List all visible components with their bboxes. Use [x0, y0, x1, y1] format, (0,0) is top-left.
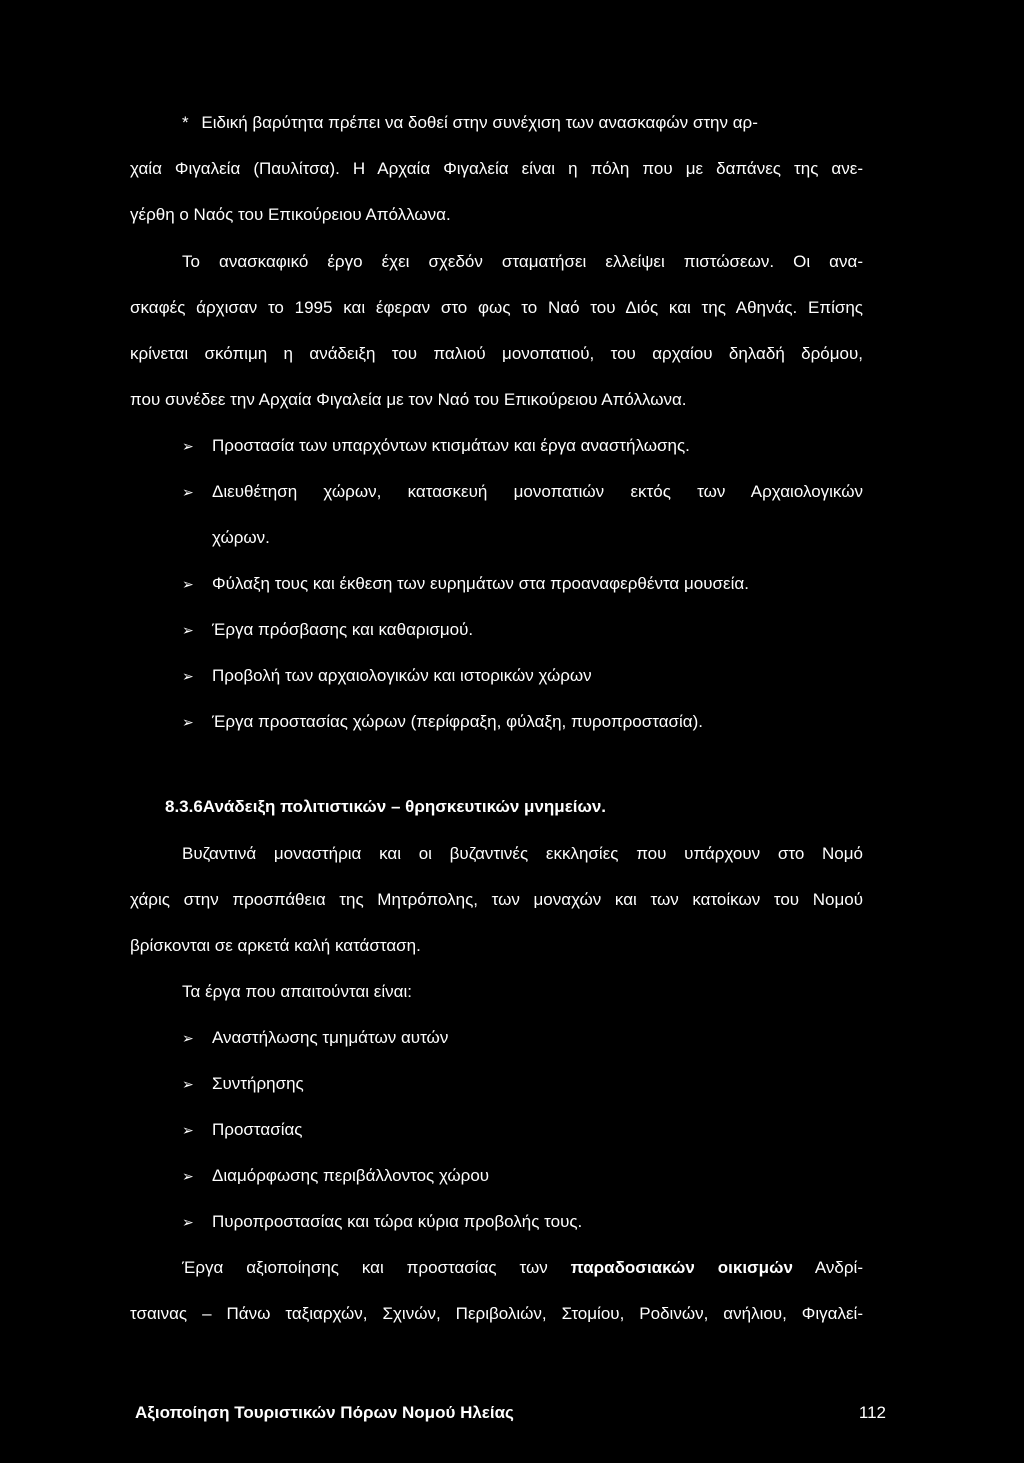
arrow-bullet-icon: ➢: [182, 1214, 194, 1230]
paragraph-line: βρίσκονται σε αρκετά καλή κατάσταση.: [130, 936, 421, 955]
page-number: 112: [858, 1403, 886, 1422]
paragraph-line: Τα έργα που απαιτούνται είναι:: [182, 982, 412, 1001]
paragraph-line: γέρθη ο Ναός του Επικούρειου Απόλλωνα.: [130, 205, 451, 224]
arrow-bullet-icon: ➢: [182, 484, 194, 500]
list-item: Προστασία των υπαρχόντων κτισμάτων και έργα αναστήλωσης.: [212, 436, 690, 455]
list-item: Αναστήλωσης τμημάτων αυτών: [212, 1028, 449, 1047]
paragraph-line: [182, 112, 862, 134]
arrow-bullet-icon: ➢: [182, 438, 194, 454]
list-item: Έργα προστασίας χώρων (περίφραξη, φύλαξη, πυροπροστασία).: [212, 712, 704, 731]
list-item: Προστασίας: [212, 1120, 303, 1139]
paragraph-line: Το ανασκαφικό έργο έχει σχεδόν σταματήσει ελλείψει πιστώσεων. Οι ανα-: [182, 252, 863, 271]
arrow-bullet-icon: ➢: [182, 622, 194, 638]
arrow-bullet-icon: ➢: [182, 1076, 194, 1092]
paragraph-text: Ανδρί-: [814, 1258, 863, 1277]
list-item: Συντήρησης: [212, 1074, 304, 1093]
asterisk-marker: *: [182, 113, 189, 132]
arrow-bullet-icon: ➢: [182, 714, 194, 730]
arrow-bullet-icon: ➢: [182, 576, 194, 592]
footer-title: Αξιοποίηση Τουριστικών Πόρων Νομού Ηλείας: [135, 1403, 514, 1422]
arrow-bullet-icon: ➢: [182, 1122, 194, 1138]
paragraph-line: κρίνεται σκόπιμη η ανάδειξη του παλιού μονοπατιού, του αρχαίου δηλαδή δρόμου,: [130, 344, 863, 363]
paragraph-line: σκαφές άρχισαν το 1995 και έφεραν στο φως το Ναό του Διός και της Αθηνάς. Επίσης: [130, 298, 863, 317]
arrow-bullet-icon: ➢: [182, 668, 194, 684]
paragraph-text: Ειδική βαρύτητα πρέπει να δοθεί στην συνέχιση των ανασκαφών στην αρ-: [201, 113, 758, 132]
paragraph-line: Βυζαντινά μοναστήρια και οι βυζαντινές εκκλησίες που υπάρχουν στο Νομό: [182, 844, 863, 863]
paragraph-line: τσαινας – Πάνω ταξιαρχών, Σχινών, Περιβολιών, Στομίου, Ροδινών, ανήλιου, Φιγαλεί-: [130, 1304, 863, 1323]
list-item-continuation: χώρων.: [212, 528, 270, 547]
arrow-bullet-icon: ➢: [182, 1030, 194, 1046]
paragraph-line: που συνέδεε την Αρχαία Φιγαλεία με τον Ναό του Επικούρειου Απόλλωνα.: [130, 390, 687, 409]
list-item: Προβολή των αρχαιολογικών και ιστορικών χώρων: [212, 666, 592, 685]
list-item: Φύλαξη τους και έκθεση των ευρημάτων στα προαναφερθέντα μουσεία.: [212, 574, 749, 593]
paragraph-line: χαία Φιγαλεία (Παυλίτσα). Η Αρχαία Φιγαλεία είναι η πόλη που με δαπάνες της ανε-: [130, 159, 863, 178]
list-item: Έργα πρόσβασης και καθαρισμού.: [212, 620, 474, 639]
paragraph-text: Έργα αξιοποίησης και προστασίας των: [182, 1258, 548, 1277]
arrow-bullet-icon: ➢: [182, 1168, 194, 1184]
paragraph-line: χάρις στην προσπάθεια της Μητρόπολης, των μοναχών και των κατοίκων του Νομού: [130, 890, 863, 909]
list-item: Διευθέτηση χώρων, κατασκευή μονοπατιών εκτός των Αρχαιολογικών: [212, 482, 863, 501]
section-heading: 8.3.6Ανάδειξη πολιτιστικών – θρησκευτικών μνημείων.: [165, 797, 607, 816]
paragraph-line: [182, 1257, 863, 1279]
list-item: Διαμόρφωσης περιβάλλοντος χώρου: [212, 1166, 490, 1185]
emphasized-text: παραδοσιακών οικισμών: [570, 1258, 793, 1277]
list-item: Πυροπροστασίας και τώρα κύρια προβολής τους.: [212, 1212, 583, 1231]
